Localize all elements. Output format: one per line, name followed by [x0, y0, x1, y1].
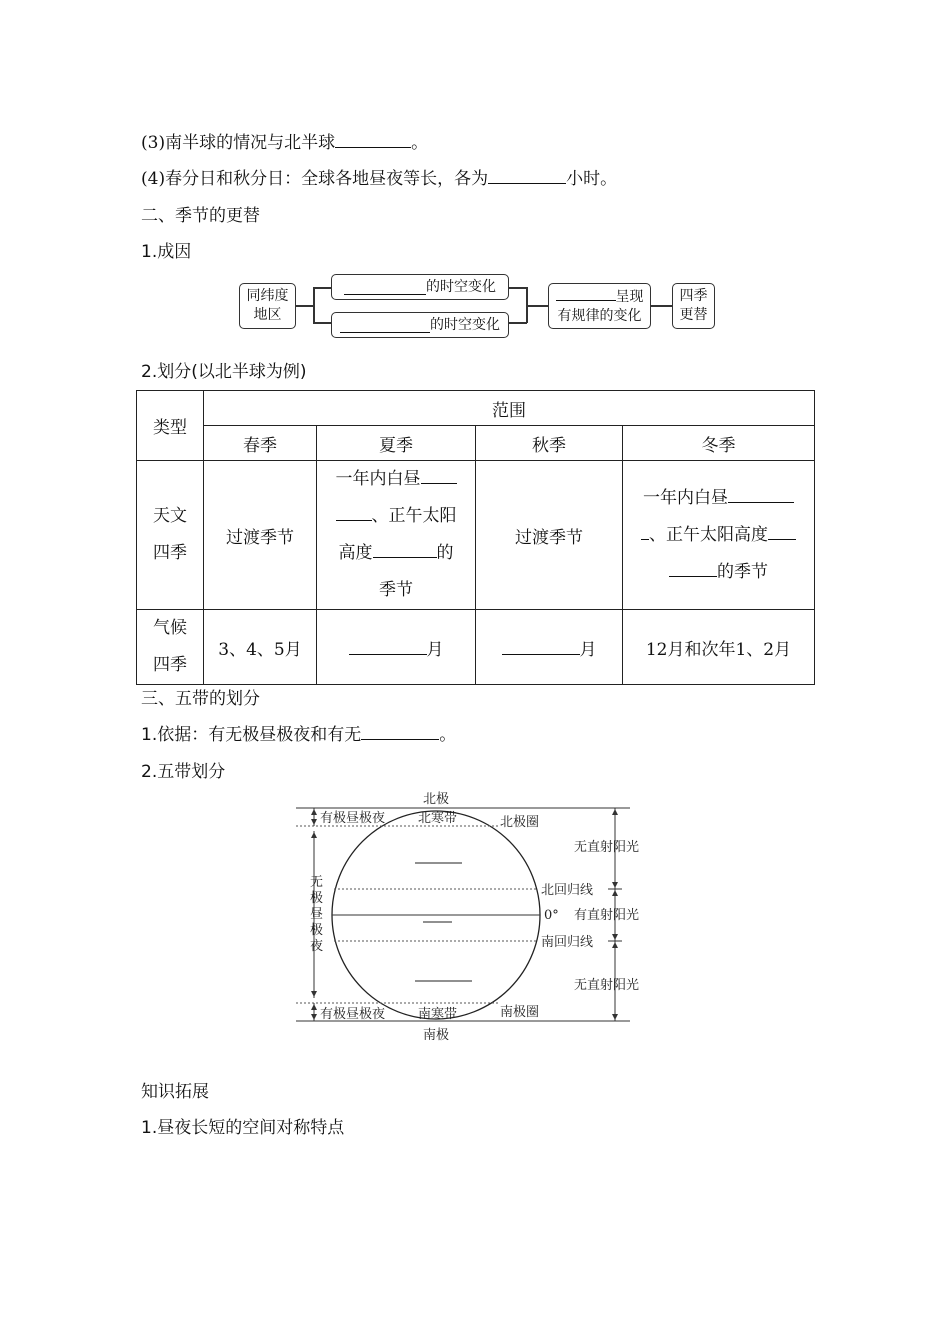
five-zone-heading: 2.五带划分: [141, 762, 226, 782]
label-no-direct-n: 无直射阳光: [574, 840, 640, 855]
label-no-polar-1: 无: [310, 875, 324, 890]
box-same-latitude: 同纬度 地区: [239, 283, 296, 329]
basis-line: 1.依据：有无极昼极夜和有无 。: [141, 725, 457, 745]
blank: [421, 469, 457, 484]
label-direct: 有直射阳光: [574, 908, 640, 923]
astro-winter: 一年内白昼 、正午太阳高度 的季节: [623, 461, 815, 610]
row-climatic: 气候 四季: [137, 610, 204, 685]
label-tropic-cancer: 北回归线: [541, 883, 594, 898]
label-tropic-capricorn: 南回归线: [541, 935, 594, 950]
blank: [641, 525, 649, 540]
connector: [313, 322, 332, 324]
label-antarctic-circle: 南极圈: [500, 1005, 540, 1020]
blank: [502, 640, 580, 655]
season-table: [136, 390, 815, 685]
blank: [768, 525, 796, 540]
knowledge-item-1: 1.昼夜长短的空间对称特点: [141, 1118, 345, 1138]
row-astronomical: 天文 四季: [137, 461, 204, 610]
section-2-heading: 二、季节的更替: [141, 206, 260, 226]
label-polar-day-night-s: 有极昼极夜: [320, 1007, 386, 1022]
blank: [335, 133, 411, 148]
label-no-polar-3: 昼: [310, 907, 324, 922]
blank: [336, 506, 372, 521]
divide-heading: 2.划分(以北半球为例): [141, 362, 307, 382]
connector: [509, 287, 527, 289]
connector: [651, 305, 673, 307]
knowledge-heading: 知识拓展: [141, 1082, 209, 1102]
label-arctic-circle: 北极圈: [500, 815, 540, 830]
blank: [340, 318, 430, 333]
box-change-1: 的时空变化: [331, 274, 509, 300]
blank: [556, 286, 616, 301]
label-no-polar-5: 夜: [310, 939, 324, 954]
blank: [349, 640, 427, 655]
item-4: (4)春分日和秋分日：全球各地昼夜等长，各为 小时。: [141, 169, 618, 189]
connector: [526, 305, 548, 307]
label-south-frigid: 南寒带: [418, 1007, 458, 1022]
box-four-seasons: 四季 更替: [672, 283, 715, 329]
blank: [361, 725, 439, 740]
header-autumn: 秋季: [476, 426, 623, 461]
connector: [313, 287, 332, 289]
header-spring: 春季: [204, 426, 317, 461]
blank: [344, 280, 426, 295]
astro-spring: 过渡季节: [204, 461, 317, 610]
label-no-direct-s: 无直射阳光: [574, 978, 640, 993]
connector: [296, 305, 314, 307]
label-no-polar-2: 极: [310, 891, 324, 906]
astro-summer: 一年内白昼 、正午太阳 高度 的 季节: [317, 461, 476, 610]
header-summer: 夏季: [317, 426, 476, 461]
blank: [669, 562, 717, 577]
label-polar-day-night-n: 有极昼极夜: [320, 811, 386, 826]
label-north-pole: 北极: [423, 792, 450, 807]
header-type: 类型: [137, 391, 204, 461]
box-regular-change: 呈现 有规律的变化: [548, 283, 651, 329]
box-change-2: 的时空变化: [331, 312, 509, 338]
cause-heading: 1.成因: [141, 242, 192, 262]
connector: [509, 322, 527, 324]
header-range: 范围: [204, 391, 815, 426]
label-no-polar-4: 极: [310, 923, 324, 938]
climate-summer: 月: [317, 610, 476, 685]
item-3: (3)南半球的情况与北半球 。: [141, 133, 429, 153]
header-winter: 冬季: [623, 426, 815, 461]
astro-autumn: 过渡季节: [476, 461, 623, 610]
climate-winter: 12月和次年1、2月: [623, 610, 815, 685]
connector: [313, 287, 315, 323]
section-3-heading: 三、五带的划分: [141, 689, 260, 709]
climate-autumn: 月: [476, 610, 623, 685]
five-zones-diagram: [290, 785, 660, 1050]
label-north-frigid: 北寒带: [418, 811, 458, 826]
label-south-pole: 南极: [423, 1028, 450, 1043]
climate-spring: 3、4、5月: [204, 610, 317, 685]
label-equator: 0°: [544, 908, 559, 923]
blank: [728, 488, 794, 503]
blank: [488, 169, 566, 184]
blank: [373, 543, 437, 558]
